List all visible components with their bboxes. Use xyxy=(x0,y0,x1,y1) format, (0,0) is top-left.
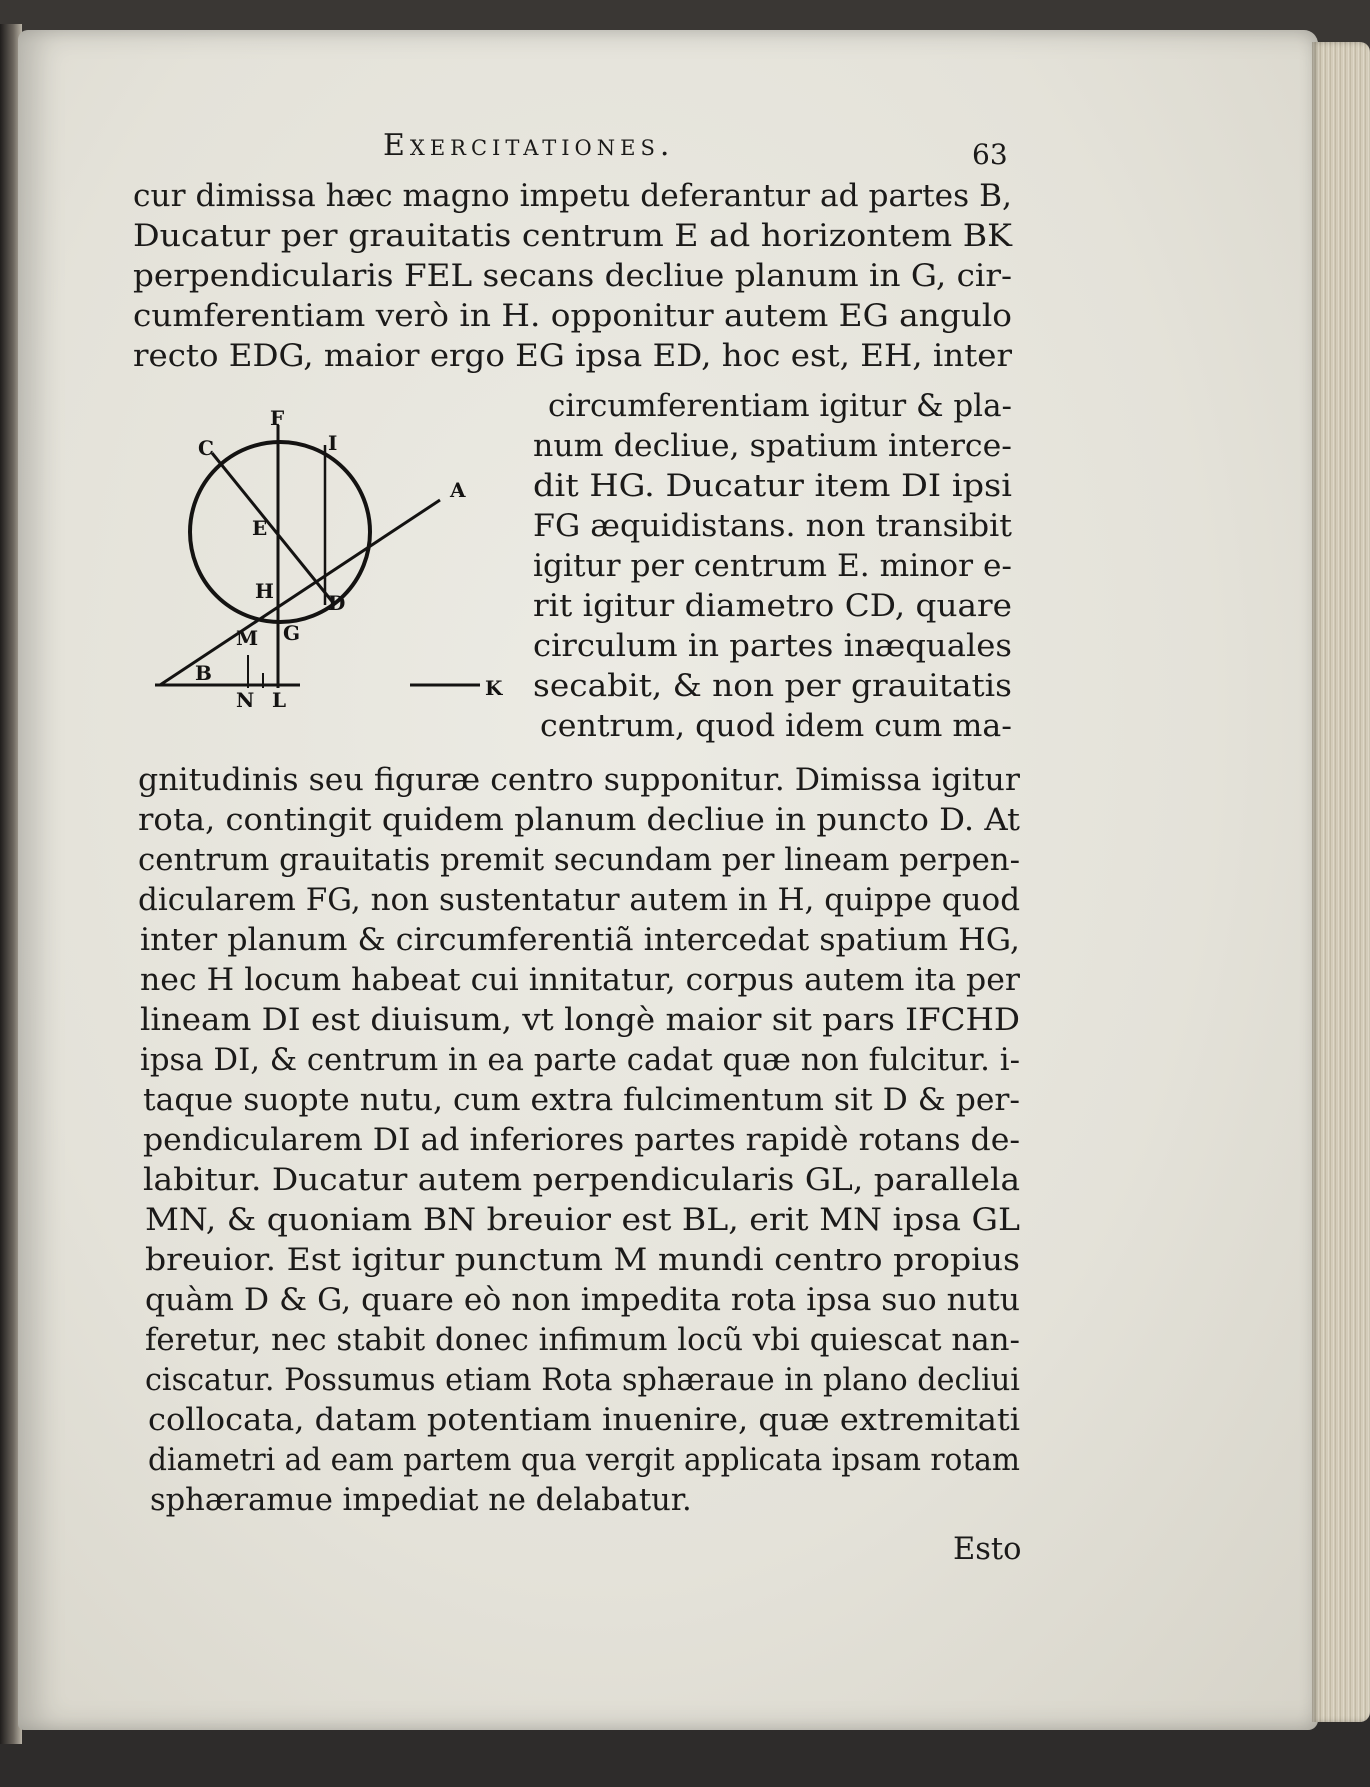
text-line: Ducatur per grauitatis centrum E ad horizontem BK xyxy=(133,219,1013,254)
text-line: FG æquidistans. non transibit xyxy=(533,509,1013,544)
text-line: ciscatur. Possumus etiam Rota sphæraue in plano decliui xyxy=(145,1363,1020,1398)
text-line: MN, & quoniam BN breuior est BL, erit MN ipsa GL xyxy=(145,1203,1021,1238)
label-i: I xyxy=(328,431,338,455)
label-e: E xyxy=(252,516,268,540)
text-line: lineam DI est diuisum, vt longè maior sit pars IFCHD xyxy=(140,1003,1021,1038)
label-n: N xyxy=(236,688,255,712)
label-d: D xyxy=(328,591,346,615)
text-line: igitur per centrum E. minor e- xyxy=(533,549,1012,584)
text-line: centrum, quod idem cum ma- xyxy=(540,709,1012,744)
label-l: L xyxy=(272,688,287,712)
text-line: perpendicularis FEL secans decliue planum in G, cir- xyxy=(133,259,1013,294)
catchword: Esto xyxy=(953,1532,1022,1567)
text-line: cumferentiam verò in H. opponitur autem EG angulo xyxy=(133,299,1013,334)
label-f: F xyxy=(270,406,285,430)
text-line: gnitudinis seu figuræ centro supponitur. Dimissa igitur xyxy=(138,763,1020,798)
text-line: centrum grauitatis premit secundam per lineam perpen- xyxy=(138,843,1021,878)
text-line: circumferentiam igitur & pla- xyxy=(548,389,1012,424)
text-line: ipsa DI, & centrum in ea parte cadat quæ non fulcitur. i- xyxy=(140,1043,1020,1078)
text-line: pendicularem DI ad inferiores partes rapidè rotans de- xyxy=(143,1123,1021,1158)
text-line: diametri ad eam partem qua vergit applicata ipsam rotam xyxy=(148,1443,1020,1478)
text-line: breuior. Est igitur punctum M mundi centro propius xyxy=(145,1243,1021,1278)
label-m: M xyxy=(236,626,259,650)
text-line: recto EDG, maior ergo EG ipsa ED, hoc est, EH, inter xyxy=(133,339,1012,374)
text-line: dit HG. Ducatur item DI ipsi xyxy=(533,469,1012,504)
text-line: secabit, & non per grauitatis xyxy=(533,669,1012,704)
label-k: K xyxy=(485,676,503,700)
text-line: circulum in partes inæquales xyxy=(533,629,1013,664)
label-b: B xyxy=(195,661,212,685)
page-number: 63 xyxy=(972,138,1008,171)
text-line: num decliue, spatium interce- xyxy=(533,429,1012,464)
text-line: feretur, nec stabit donec infimum locũ vbi quiescat nan- xyxy=(145,1323,1020,1358)
running-head: Exercitationes. xyxy=(383,128,675,163)
inclined-plane xyxy=(160,500,440,685)
text-line: collocata, datam potentiam inuenire, quæ extremitati xyxy=(148,1403,1021,1438)
text-line: nec H locum habeat cui innitatur, corpus autem ita per xyxy=(140,963,1020,998)
label-c: C xyxy=(198,436,214,460)
text-line: sphæramue impediat ne delabatur. xyxy=(150,1483,692,1518)
text-line: rit igitur diametro CD, quare xyxy=(533,589,1012,624)
text-line: quàm D & G, quare eò non impedita rota ipsa suo nutu xyxy=(145,1283,1021,1318)
geometric-diagram xyxy=(150,405,520,715)
label-a: A xyxy=(450,478,466,502)
label-g: G xyxy=(283,621,301,645)
text-line: cur dimissa hæc magno impetu deferantur ad partes B, xyxy=(133,179,1012,214)
text-line: taque suopte nutu, cum extra fulcimentum sit D & per- xyxy=(143,1083,1021,1118)
label-h: H xyxy=(255,579,274,603)
text-line: labitur. Ducatur autem perpendicularis GL, parallela xyxy=(143,1163,1021,1198)
text-line: dicularem FG, non sustentatur autem in H, quippe quod xyxy=(138,883,1021,918)
text-line: inter planum & circumferentiã intercedat spatium HG, xyxy=(140,923,1020,958)
text-line: rota, contingit quidem planum decliue in puncto D. At xyxy=(138,803,1020,838)
